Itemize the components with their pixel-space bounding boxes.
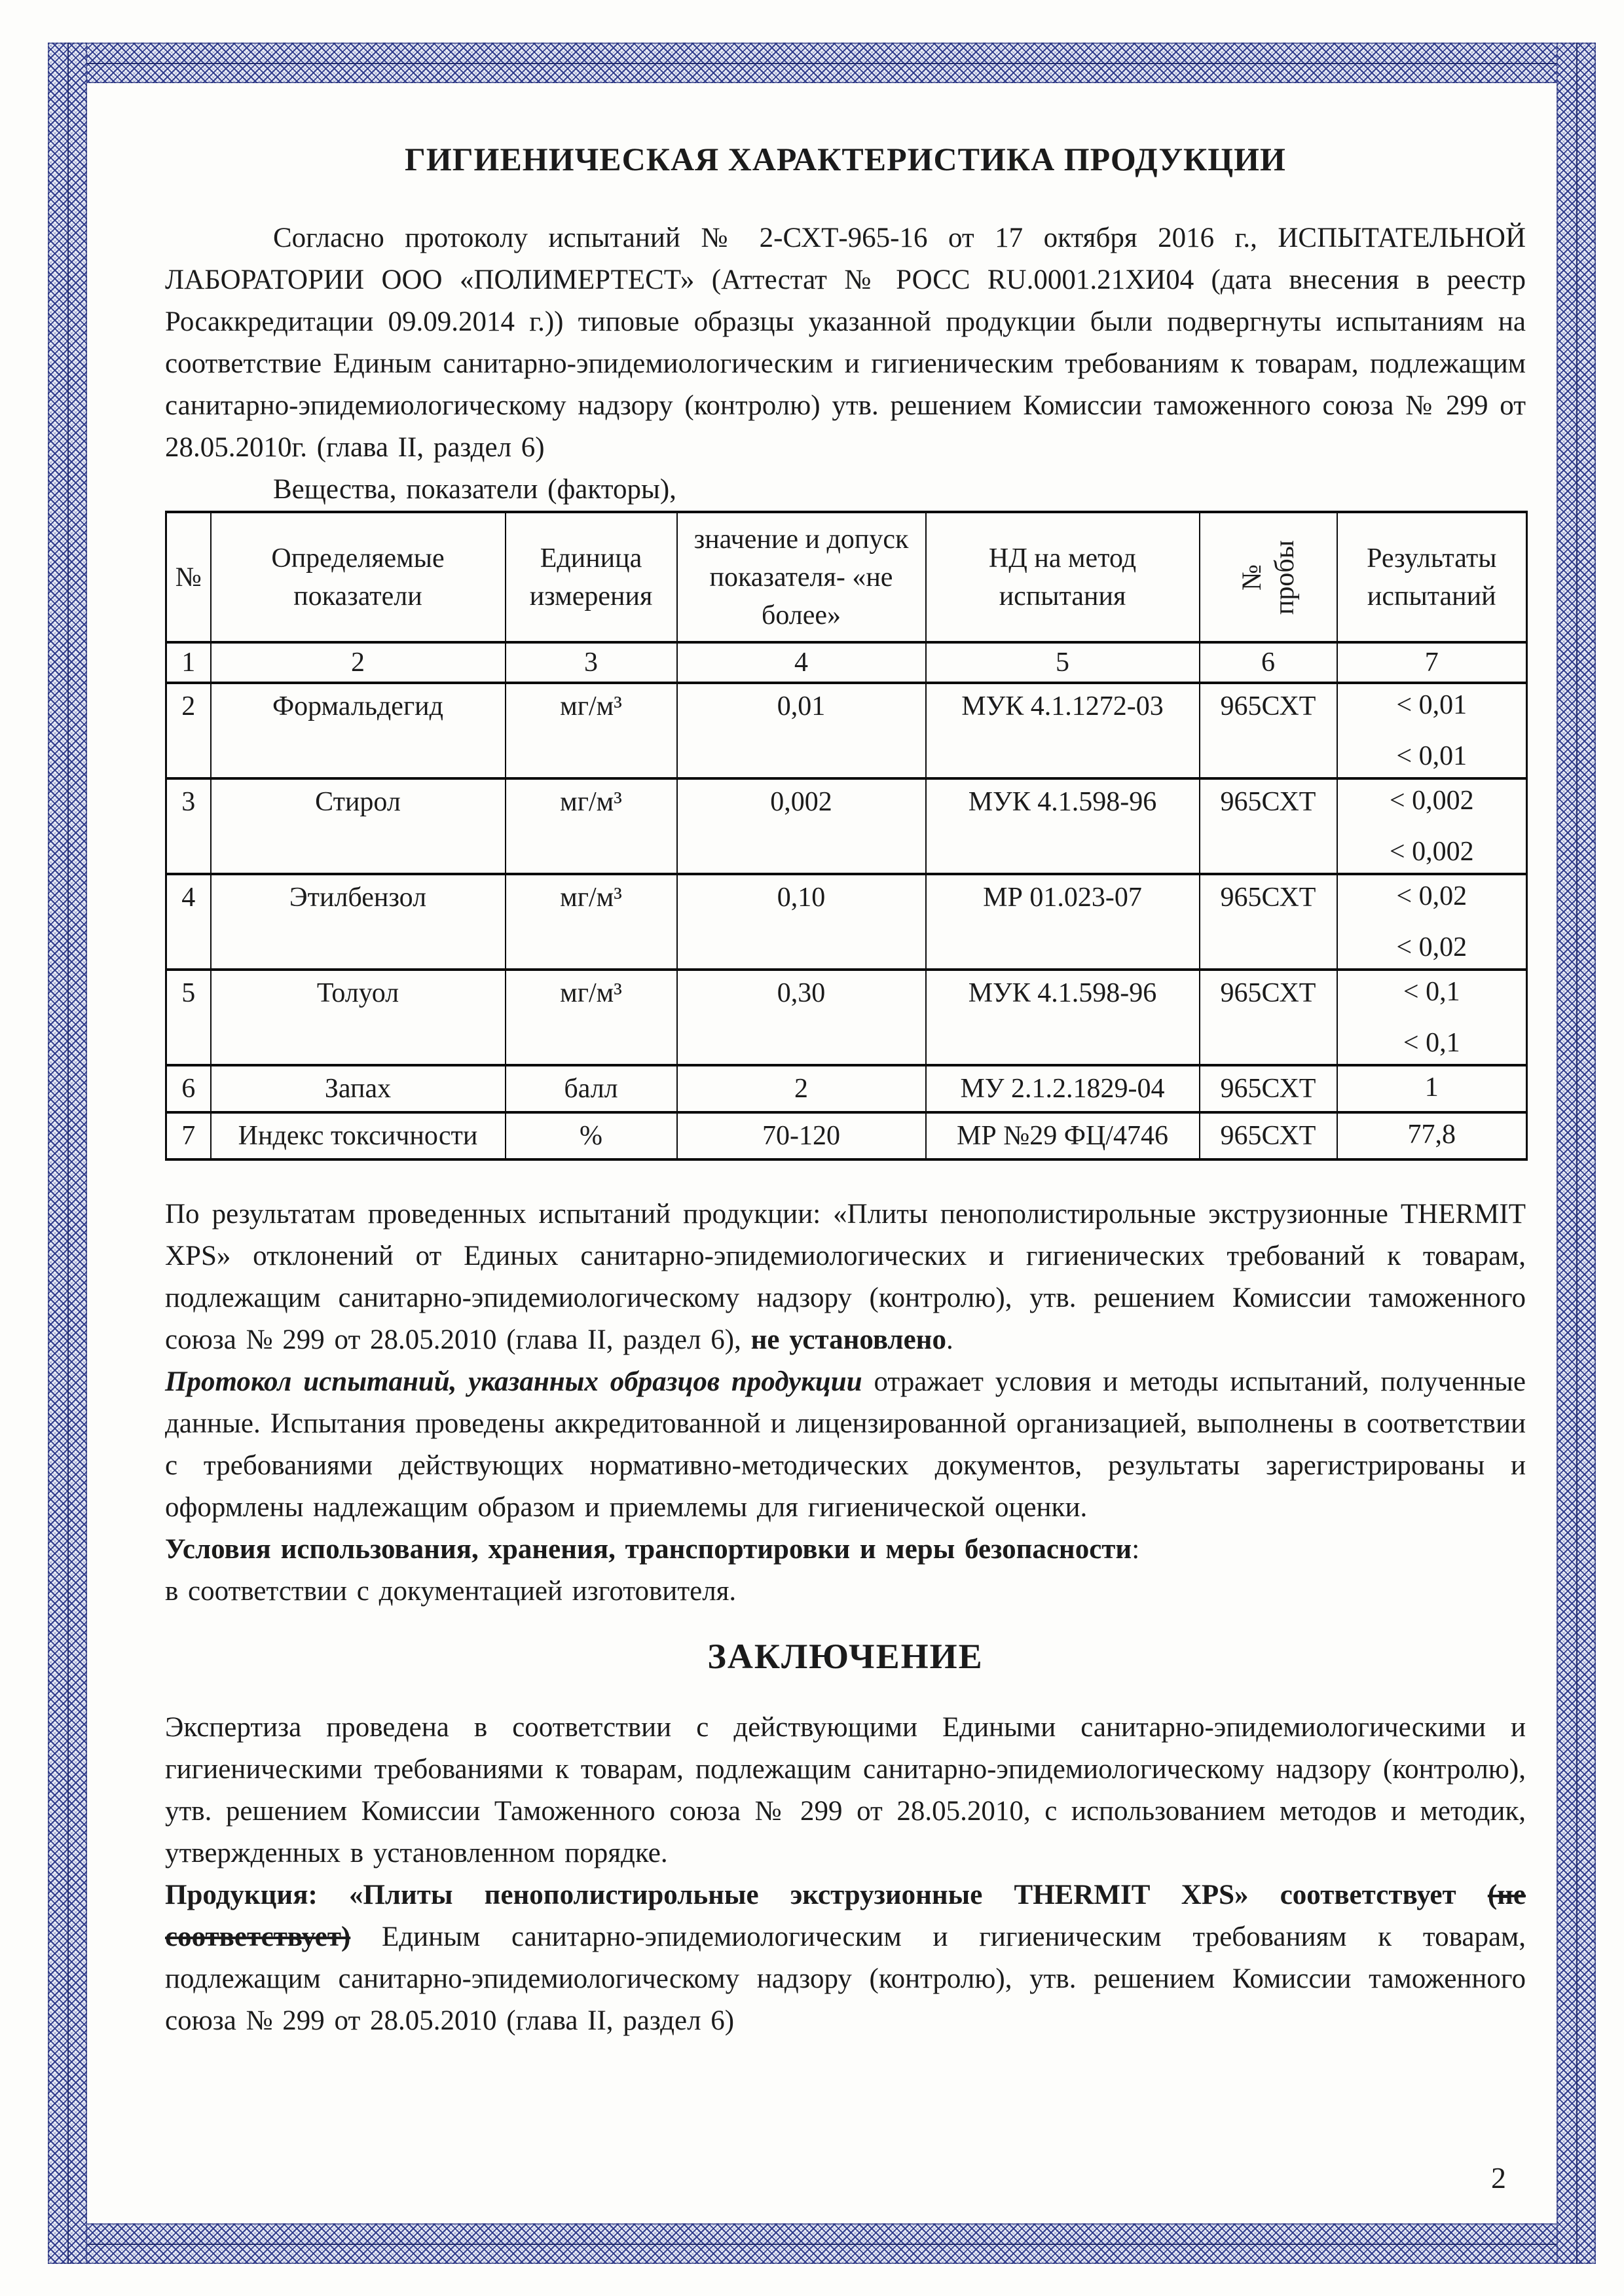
cell-sample: 965СХТ bbox=[1200, 1065, 1337, 1112]
protocol-lead-text: Протокол испытаний, указанных образцов продукции bbox=[165, 1366, 862, 1397]
cell-method: МУК 4.1.598-96 bbox=[926, 970, 1200, 1065]
column-number: 2 bbox=[211, 642, 506, 683]
cell-sample: 965СХТ bbox=[1200, 778, 1337, 874]
cell-unit: мг/м³ bbox=[506, 683, 677, 778]
cell-limit: 0,01 bbox=[677, 683, 926, 778]
cell-indicator: Толуол bbox=[211, 970, 506, 1065]
cell-unit: % bbox=[506, 1112, 677, 1159]
cell-results bbox=[1337, 778, 1527, 874]
table-row bbox=[166, 1112, 1527, 1159]
result-value: < 0,01 bbox=[1396, 690, 1467, 720]
product-match-text: соответствует bbox=[1280, 1880, 1488, 1910]
cell-sample: 965СХТ bbox=[1200, 874, 1337, 970]
cell-unit: мг/м³ bbox=[506, 874, 677, 970]
border-centerline bbox=[67, 43, 69, 2264]
result-value: < 0,1 bbox=[1403, 977, 1460, 1007]
cell-results bbox=[1337, 1065, 1527, 1112]
result-value: < 0,002 bbox=[1389, 786, 1474, 816]
cell-number: 6 bbox=[166, 1065, 211, 1112]
cell-unit: мг/м³ bbox=[506, 778, 677, 874]
result-value: < 0,1 bbox=[1403, 1028, 1460, 1058]
result-value: 1 bbox=[1424, 1072, 1439, 1102]
cell-limit: 0,10 bbox=[677, 874, 926, 970]
product-rest-text: Единым санитарно-эпидемиологическим и гигиеническим требованиям к товарам, подлежащим санитарно-эпидемиологическому надзору (контролю), утв. решением Комиссии таможенного союза № 299 от 28.05.2010 (глава II, раздел 6) bbox=[165, 1922, 1526, 2036]
cell-sample: 965СХТ bbox=[1200, 1112, 1337, 1159]
protocol-rest-text: отражает условия и методы испытаний, полученные данные. Испытания проведены аккредитованной и лицензированной организацией, выполнены в соответствии с требованиями действующих нормативно-методических документов, результаты зарегистрированы и оформлены надлежащим образом и приемлемы для гигиенической оценки. bbox=[165, 1366, 1526, 1523]
results-paragraph bbox=[165, 1194, 1526, 1361]
cell-limit: 70-120 bbox=[677, 1112, 926, 1159]
border-band-top bbox=[48, 43, 1596, 83]
table-row bbox=[166, 778, 1527, 874]
column-header-results: Результаты испытаний bbox=[1337, 512, 1527, 642]
conditions-colon: : bbox=[1132, 1534, 1140, 1565]
column-number: 4 bbox=[677, 642, 926, 683]
column-header-number: № bbox=[166, 512, 211, 642]
cell-unit: мг/м³ bbox=[506, 970, 677, 1065]
cell-results bbox=[1337, 683, 1527, 778]
cell-method: МР 01.023-07 bbox=[926, 874, 1200, 970]
border-band-bottom bbox=[48, 2223, 1596, 2264]
cell-method: МУК 4.1.1272-03 bbox=[926, 683, 1200, 778]
column-number: 5 bbox=[926, 642, 1200, 683]
column-header-method: НД на метод испытания bbox=[926, 512, 1200, 642]
cell-sample: 965СХТ bbox=[1200, 683, 1337, 778]
column-header-sample bbox=[1200, 512, 1337, 642]
intro-paragraph: Согласно протоколу испытаний № 2-СХТ-965-16 от 17 октября 2016 г., ИСПЫТАТЕЛЬНОЙ ЛАБОРАТОРИИ ООО «ПОЛИМЕРТЕСТ» (Аттестат № РОСС RU.0001.21ХИ04 (дата внесения в реестр Росаккредитации 09.09.2014 г.)) типовые образцы указанной продукции были подвергнуты испытаниям на соответствие Единым санитарно-эпидемиологическим и гигиеническим требованиям к товарам, подлежащим санитарно-эпидемиологическому надзору (контролю) утв. решением Комиссии таможенного союза № 299 от 28.05.2010г. (глава II, раздел 6) bbox=[165, 223, 1526, 463]
table-row bbox=[166, 970, 1527, 1065]
cell-limit: 2 bbox=[677, 1065, 926, 1112]
table-lead-line: Вещества, показатели (факторы), bbox=[273, 474, 676, 505]
cell-results bbox=[1337, 874, 1527, 970]
cell-number: 5 bbox=[166, 970, 211, 1065]
cell-indicator: Запах bbox=[211, 1065, 506, 1112]
cell-limit: 0,002 bbox=[677, 778, 926, 874]
table-header-row bbox=[166, 512, 1527, 642]
cell-number: 2 bbox=[166, 683, 211, 778]
column-number: 7 bbox=[1337, 642, 1527, 683]
cell-indicator: Стирол bbox=[211, 778, 506, 874]
column-number: 6 bbox=[1200, 642, 1337, 683]
results-period: . bbox=[946, 1324, 953, 1355]
cell-number: 3 bbox=[166, 778, 211, 874]
cell-indicator: Этилбензол bbox=[211, 874, 506, 970]
product-struck-text: (не соответствует) bbox=[165, 1880, 1526, 1952]
expertise-paragraph: Экспертиза проведена в соответствии с действующими Едиными санитарно-эпидемиологическими и гигиеническими требованиями к товарам, подлежащим санитарно-эпидемиологическому надзору (контролю), утв. решением Комиссии Таможенного союза № 299 от 28.05.2010, с использованием методов и методик, утвержденных в установленном порядке. bbox=[165, 1712, 1526, 1868]
cell-method: МУ 2.1.2.1829-04 bbox=[926, 1065, 1200, 1112]
cell-number: 4 bbox=[166, 874, 211, 970]
result-value: 77,8 bbox=[1407, 1120, 1456, 1150]
page-content bbox=[165, 140, 1526, 2042]
page-number: 2 bbox=[1491, 2161, 1506, 2195]
cell-number: 7 bbox=[166, 1112, 211, 1159]
result-value: < 0,02 bbox=[1396, 881, 1467, 911]
product-conformity-paragraph bbox=[165, 1874, 1526, 2042]
conditions-bold-text: Условия использования, хранения, транспортировки и меры безопасности bbox=[165, 1534, 1132, 1565]
cell-sample: 965СХТ bbox=[1200, 970, 1337, 1065]
results-bold-text: не установлено bbox=[750, 1324, 946, 1355]
border-centerline bbox=[48, 63, 1596, 64]
cell-unit: балл bbox=[506, 1065, 677, 1112]
border-band-right bbox=[1557, 43, 1596, 2264]
column-number: 1 bbox=[166, 642, 211, 683]
cell-indicator: Индекс токсичности bbox=[211, 1112, 506, 1159]
conditions-value-line: в соответствии с документацией изготовителя. bbox=[165, 1576, 737, 1607]
column-number-row bbox=[166, 642, 1527, 683]
border-centerline bbox=[1576, 43, 1578, 2264]
table-row bbox=[166, 874, 1527, 970]
column-header-limit: значение и допуск показателя- «не более» bbox=[677, 512, 926, 642]
product-lead-text: Продукция: «Плиты пенополистирольные экструзионные THERMIT XPS» bbox=[165, 1880, 1280, 1910]
protocol-paragraph bbox=[165, 1361, 1526, 1529]
cell-indicator: Формальдегид bbox=[211, 683, 506, 778]
column-header-unit: Единица измерения bbox=[506, 512, 677, 642]
cell-limit: 0,30 bbox=[677, 970, 926, 1065]
border-band-left bbox=[48, 43, 87, 2264]
conclusion-heading: ЗАКЛЮЧЕНИЕ bbox=[707, 1637, 984, 1676]
substances-table bbox=[165, 511, 1528, 1161]
document-title: ГИГИЕНИЧЕСКАЯ ХАРАКТЕРИСТИКА ПРОДУКЦИИ bbox=[405, 141, 1286, 177]
cell-results bbox=[1337, 1112, 1527, 1159]
cell-method: МР №29 ФЦ/4746 bbox=[926, 1112, 1200, 1159]
border-centerline bbox=[48, 2244, 1596, 2245]
vertical-header-text: № пробы bbox=[1236, 539, 1300, 615]
result-value: < 0,002 bbox=[1389, 837, 1474, 867]
cell-results bbox=[1337, 970, 1527, 1065]
column-header-indicator: Определяемые показатели bbox=[211, 512, 506, 642]
result-value: < 0,01 bbox=[1396, 741, 1467, 771]
cell-method: МУК 4.1.598-96 bbox=[926, 778, 1200, 874]
table-row bbox=[166, 1065, 1527, 1112]
result-value: < 0,02 bbox=[1396, 932, 1467, 962]
table-row bbox=[166, 683, 1527, 778]
conditions-heading-line bbox=[165, 1529, 1526, 1571]
column-number: 3 bbox=[506, 642, 677, 683]
results-text: По результатам проведенных испытаний продукции: «Плиты пенополистирольные экструзионные THERMIT XPS» отклонений от Единых санитарно-эпидемиологических и гигиенических требований к товарам, подлежащим санитарно-эпидемиологическому надзору (контролю), утв. решением Комиссии таможенного союза № 299 от 28.05.2010 (глава II, раздел 6), bbox=[165, 1199, 1526, 1355]
